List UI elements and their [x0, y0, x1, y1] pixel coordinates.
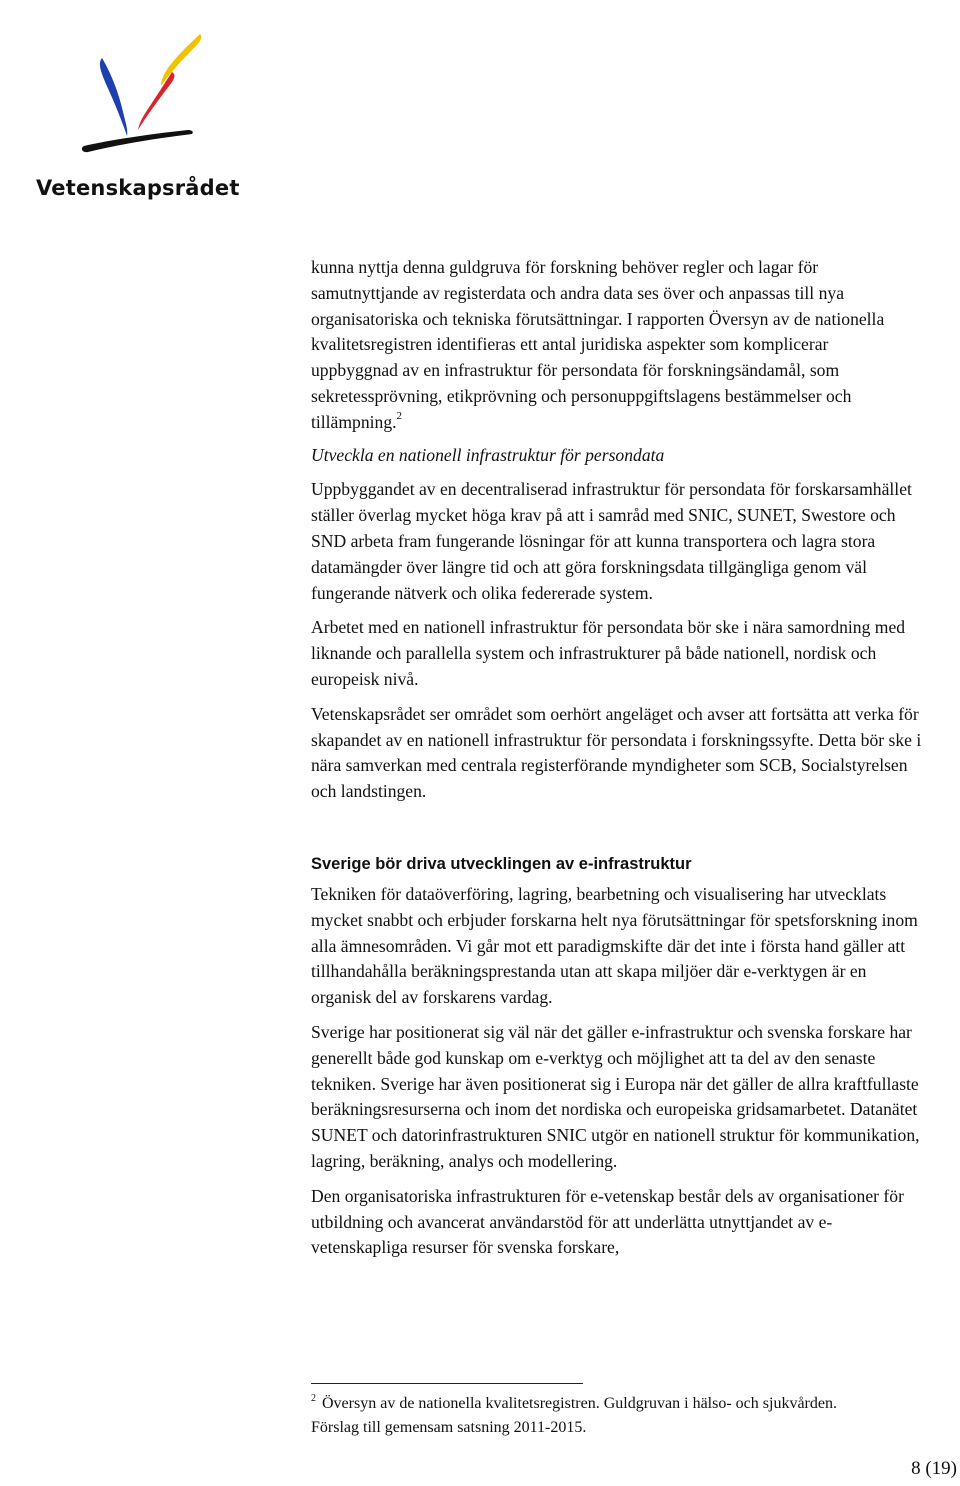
document-body [311, 255, 923, 1261]
logo-text: Vetenskapsrådet [36, 176, 240, 200]
vetenskapsradet-logo [30, 28, 240, 208]
paragraph: Uppbyggandet av en decentraliserad infrastruktur för persondata för forskarsamhället ställer överlag mycket höga krav på att i samråd med SNIC, SUNET, Swestore och SND arbeta fram fungerande lösningar för att kunna transportera och lagra stora datamängder över längre tid och att göra forskningsdata tillgängliga genom väl fungerande nätverk och olika federerade system. [311, 479, 912, 603]
paragraph: Vetenskapsrådet ser området som oerhört angeläget och avser att fortsätta att verka för skapandet av en nationell infrastruktur för persondata i forskningssyfte. Detta bör ske i nära samverkan med centrala registerförande myndigheter som SCB, Socialstyrelsen och landstingen. [311, 703, 922, 802]
subheading: Utveckla en nationell infrastruktur för persondata [311, 444, 665, 465]
intro-paragraph [311, 255, 911, 436]
paragraph: Tekniken för dataöverföring, lagring, bearbetning och visualisering har utvecklats mycket snabbt och erbjuder forskarna helt nya förutsättningar för spetsforskning inom alla ämnesområden. Vi går mot ett paradigmskifte där det inte i första hand gäller att tillhandahålla beräkningsprestanda utan att skapa miljöer där e-verktygen är en organisk del av forskarens vardag. [311, 883, 918, 1008]
logo-mark-icon [80, 28, 210, 158]
footnote-reference: 2 [396, 409, 403, 422]
footnote-divider [311, 1383, 583, 1384]
intro-text: kunna nyttja denna guldgruva för forskning behöver regler och lagar för samutnyttjande av registerdata och andra data ses över och anpassas till nya organisatoriska och tekniska förutsättningar. I rapporten Översyn av de nationella kvalitetsregistren identifieras ett antal juridiska aspekter som komplicerar uppbyggnad av en infrastruktur för persondata för forskningsändamål, som sekretessprövning, etikprövning och personuppgiftslagens bestämmelser och tillämpning. [311, 257, 885, 432]
footnote [311, 1392, 871, 1440]
paragraph: Den organisatoriska infrastrukturen för e-vetenskap består dels av organisationer för utbildning och avancerat användarstöd för att underlätta utnyttjandet av e-vetenskapliga resurser för svenska forskare, [311, 1185, 904, 1258]
logo-blue-stroke [100, 58, 127, 136]
footnote-text: Översyn av de nationella kvalitetsregistren. Guldgruvan i hälso- och sjukvården. Förslag till gemensam satsning 2011-2015. [311, 1395, 837, 1436]
section-heading: Sverige bör driva utvecklingen av e-infrastruktur [311, 854, 692, 873]
logo-red-stroke [138, 72, 174, 130]
logo-black-base [82, 130, 193, 152]
logo-yellow-stroke [161, 34, 201, 86]
paragraph: Sverige har positionerat sig väl när det gäller e-infrastruktur och svenska forskare har generellt både god kunskap om e-verktyg och möjlighet att ta del av den senaste tekniken. Sverige har även positionerat sig i Europa när det gäller de allra kraftfullaste beräkningsresurserna och inom det nordiska och europeiska gridsamarbetet. Datanätet SUNET och datorinfrastrukturen SNIC utgör en nationell struktur för kommunikation, lagring, beräkning, analys och modellering. [311, 1021, 920, 1171]
footnote-number: 2 [311, 1393, 316, 1404]
page-number: 8 (19) [911, 1458, 957, 1479]
paragraph: Arbetet med en nationell infrastruktur för persondata bör ske i nära samordning med liknande och parallella system och infrastrukturer på både nationell, nordisk och europeisk nivå. [311, 617, 906, 689]
